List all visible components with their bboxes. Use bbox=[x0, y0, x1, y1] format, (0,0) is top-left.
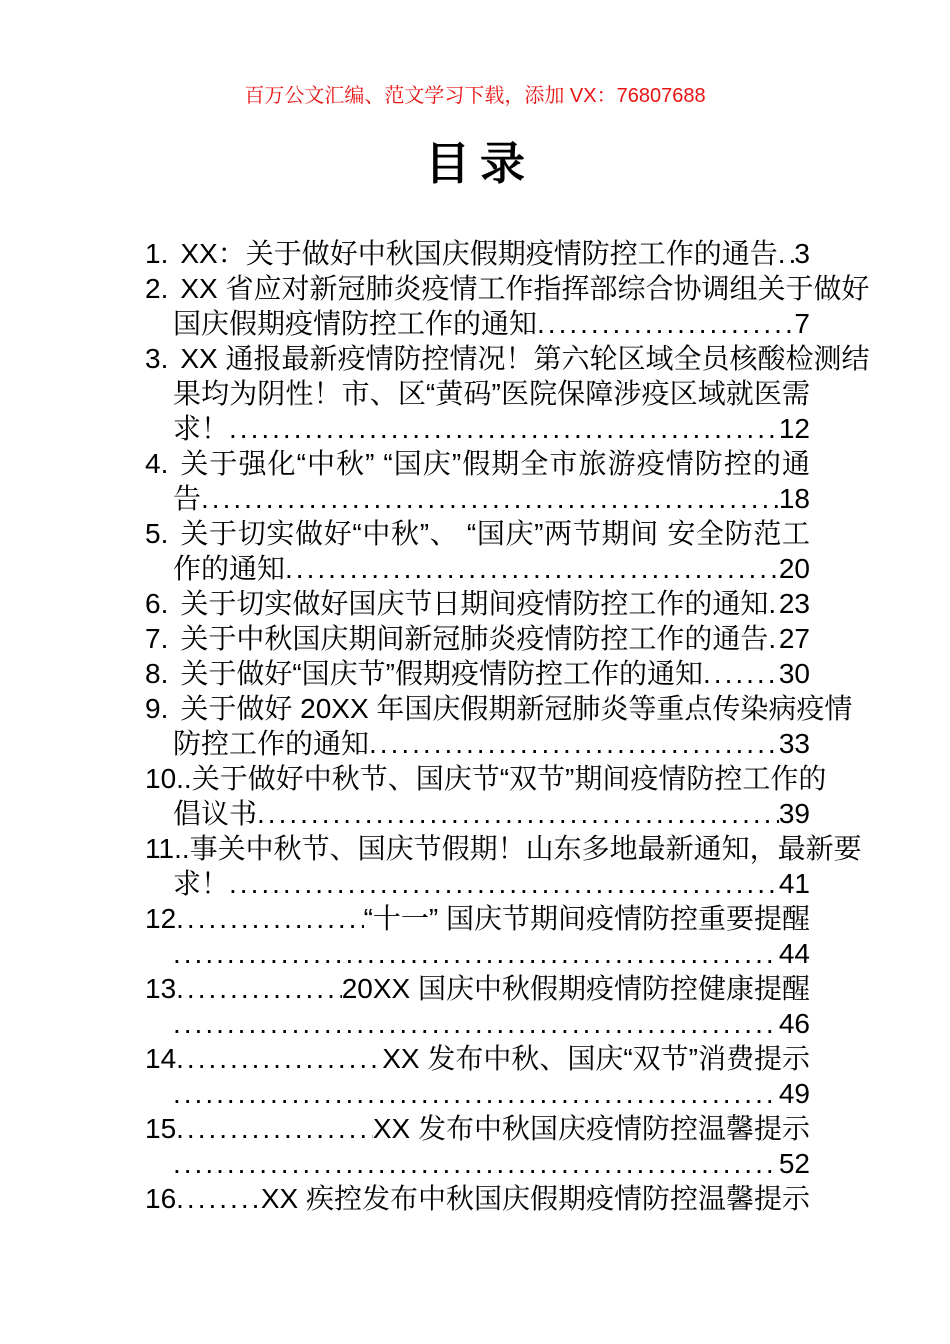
toc-entry-text: “十一” 国庆节期间疫情防控重要提醒 bbox=[363, 903, 810, 934]
dot-leader bbox=[173, 1076, 779, 1111]
toc-entry-text: 关于做好中秋节、国庆节“双节”期间疫情防控工作的 bbox=[191, 763, 827, 794]
toc-page-number: 30 bbox=[778, 658, 810, 689]
toc-page-number: 27 bbox=[778, 623, 810, 654]
toc-entry-text: 防控工作的通知 bbox=[173, 728, 370, 759]
toc-entry-text: 求！ bbox=[173, 413, 230, 444]
toc-entry-number: 11.. bbox=[145, 833, 190, 864]
toc-entry-text: 关于切实做好国庆节日期间疫情防控工作的通知 bbox=[180, 588, 769, 619]
toc-entry-number: 12 bbox=[145, 903, 177, 934]
toc-page-number: 12 bbox=[778, 413, 810, 444]
toc-entry-number: 14 bbox=[145, 1043, 177, 1074]
toc-entry-text: 国庆假期疫情防控工作的通知 bbox=[173, 308, 538, 339]
toc-line[interactable] bbox=[145, 586, 810, 621]
toc-entry-number: 13 bbox=[145, 973, 177, 1004]
toc-entry-text: 果均为阴性！市、区“黄码”医院保障涉疫区域就医需 bbox=[173, 378, 810, 409]
toc-entry-text: 求！ bbox=[173, 868, 230, 899]
toc-page-number: 49 bbox=[778, 1078, 810, 1109]
toc-line[interactable] bbox=[145, 1181, 810, 1216]
toc-line[interactable] bbox=[145, 516, 810, 551]
toc-line[interactable] bbox=[145, 866, 810, 901]
toc-entry-number: 1. bbox=[145, 238, 169, 269]
toc-page-number: 39 bbox=[778, 798, 810, 829]
toc-entry-number: 10.. bbox=[145, 763, 192, 794]
toc-entry-text: XX 发布中秋国庆疫情防控温馨提示 bbox=[372, 1113, 810, 1144]
toc-entry-text: 关于做好 20XX 年国庆假期新冠肺炎等重点传染病疫情 bbox=[180, 693, 853, 724]
toc-line[interactable] bbox=[145, 1076, 810, 1111]
toc-entry-number: 15 bbox=[145, 1113, 177, 1144]
toc-line[interactable] bbox=[145, 446, 810, 481]
toc-entry-text: 作的通知 bbox=[173, 553, 286, 584]
promo-header-text: 百万公文汇编、范文学习下载，添加 VX：76807688 bbox=[244, 85, 706, 107]
toc-line[interactable] bbox=[145, 411, 810, 446]
dot-leader bbox=[176, 901, 363, 936]
table-of-contents bbox=[145, 236, 870, 1216]
toc-entry-number: 8. bbox=[145, 658, 169, 689]
toc-entry-number: 7. bbox=[145, 623, 169, 654]
dot-leader bbox=[176, 1181, 261, 1216]
toc-entry-text: 告 bbox=[173, 483, 202, 514]
toc-entry-text: XX 疾控发布中秋国庆假期疫情防控温馨提示 bbox=[260, 1183, 810, 1214]
toc-line[interactable] bbox=[145, 341, 870, 376]
toc-line[interactable] bbox=[145, 481, 810, 516]
toc-page-number: 46 bbox=[778, 1008, 810, 1039]
toc-entry-text: XX 通报最新疫情防控情况！第六轮区域全员核酸检测结 bbox=[180, 343, 870, 374]
toc-line[interactable] bbox=[145, 761, 827, 796]
toc-line[interactable] bbox=[145, 1006, 810, 1041]
dot-leader bbox=[173, 936, 779, 971]
toc-line[interactable] bbox=[145, 936, 810, 971]
dot-leader bbox=[176, 971, 342, 1006]
toc-entry-number: 5. bbox=[145, 518, 169, 549]
toc-entry-number: 2. bbox=[145, 273, 169, 304]
dot-leader bbox=[176, 1111, 373, 1146]
toc-page-number: 23 bbox=[778, 588, 810, 619]
toc-entry-number: 16 bbox=[145, 1183, 177, 1214]
dot-leader bbox=[768, 621, 778, 656]
toc-page-number: 33 bbox=[778, 728, 810, 759]
toc-entry-text: 关于切实做好“中秋”、 “国庆”两节期间 安全防范工 bbox=[180, 518, 810, 549]
toc-entry-text: 20XX 国庆中秋假期疫情防控健康提醒 bbox=[341, 973, 810, 1004]
toc-page-number: 20 bbox=[778, 553, 810, 584]
toc-page-number: 18 bbox=[778, 483, 810, 514]
toc-entry-text: 关于做好“国庆节”假期疫情防控工作的通知 bbox=[180, 658, 704, 689]
toc-page-number: 44 bbox=[778, 938, 810, 969]
toc-line[interactable] bbox=[145, 1146, 810, 1181]
toc-line[interactable] bbox=[145, 621, 810, 656]
dot-leader bbox=[257, 796, 779, 831]
toc-line[interactable] bbox=[145, 551, 810, 586]
toc-entry-text: XX 发布中秋、国庆“双节”消费提示 bbox=[382, 1043, 810, 1074]
toc-entry-text: 关于中秋国庆期间新冠肺炎疫情防控工作的通告 bbox=[180, 623, 769, 654]
toc-line[interactable] bbox=[145, 726, 810, 761]
toc-page-number: 7 bbox=[794, 308, 810, 339]
toc-entry-text: 倡议书 bbox=[173, 798, 258, 829]
dot-leader bbox=[285, 551, 779, 586]
dot-leader bbox=[201, 481, 779, 516]
toc-entry-text: 关于强化“中秋” “国庆”假期全市旅游疫情防控的通 bbox=[180, 448, 810, 479]
dot-leader bbox=[173, 1006, 779, 1041]
page-title: 目录 bbox=[424, 138, 535, 189]
dot-leader bbox=[369, 726, 779, 761]
toc-entry-text: XX 省应对新冠肺炎疫情工作指挥部综合协调组关于做好 bbox=[180, 273, 870, 304]
toc-entry-text: 事关中秋节、国庆节假期！山东多地最新通知，最新要 bbox=[189, 833, 862, 864]
dot-leader bbox=[768, 586, 778, 621]
toc-page-number: 41 bbox=[778, 868, 810, 899]
toc-line[interactable] bbox=[145, 831, 862, 866]
toc-page-number: 52 bbox=[778, 1148, 810, 1179]
toc-line[interactable] bbox=[145, 971, 810, 1006]
toc-line[interactable] bbox=[145, 236, 810, 271]
toc-line[interactable] bbox=[145, 656, 810, 691]
toc-line[interactable] bbox=[145, 901, 810, 936]
toc-line[interactable] bbox=[145, 271, 870, 306]
dot-leader bbox=[778, 236, 795, 271]
toc-entry-number: 3. bbox=[145, 343, 169, 374]
toc-entry-number: 4. bbox=[145, 448, 169, 479]
dot-leader bbox=[229, 866, 779, 901]
toc-line[interactable] bbox=[145, 691, 853, 726]
toc-line[interactable] bbox=[145, 306, 810, 341]
toc-entry-number: 9. bbox=[145, 693, 169, 724]
toc-entry-text: XX：关于做好中秋国庆假期疫情防控工作的通告 bbox=[180, 238, 778, 269]
dot-leader bbox=[173, 1146, 779, 1181]
toc-line[interactable] bbox=[145, 796, 810, 831]
toc-page-number: 3 bbox=[794, 238, 810, 269]
dot-leader bbox=[703, 656, 779, 691]
toc-line[interactable] bbox=[145, 1041, 810, 1076]
toc-line[interactable] bbox=[145, 1111, 810, 1146]
toc-line[interactable] bbox=[145, 376, 810, 411]
toc-entry-number: 6. bbox=[145, 588, 169, 619]
dot-leader bbox=[176, 1041, 382, 1076]
dot-leader bbox=[537, 306, 794, 341]
dot-leader bbox=[229, 411, 779, 446]
